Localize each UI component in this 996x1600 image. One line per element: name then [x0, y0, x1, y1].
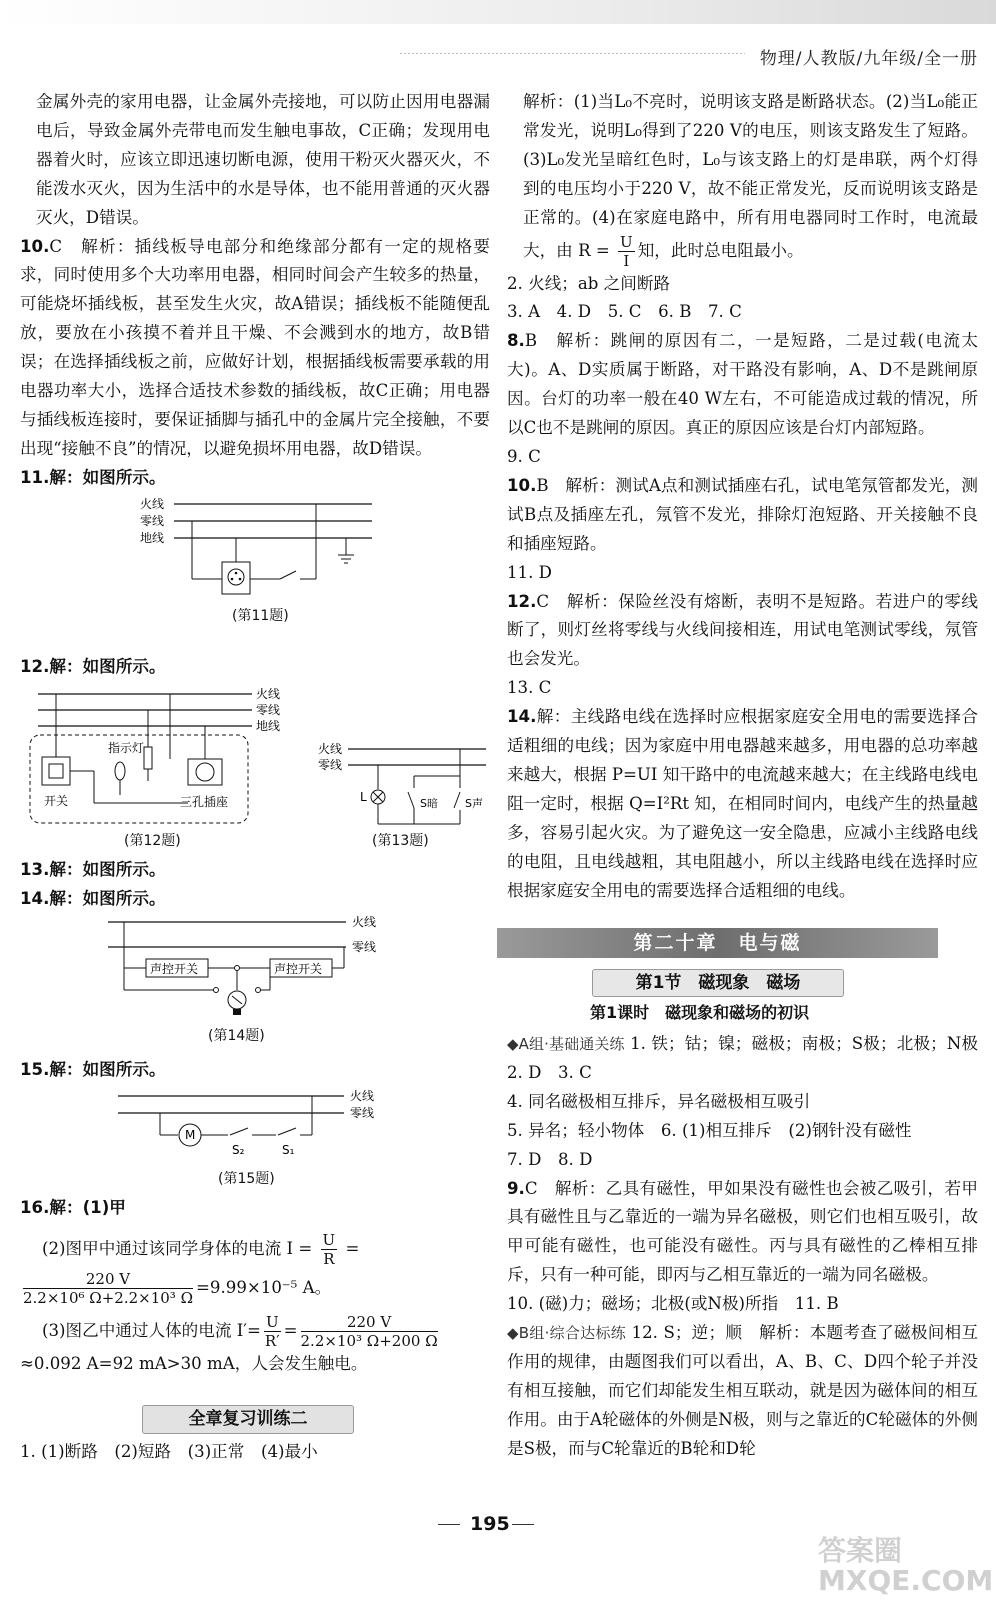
fig12-indicator-icon	[115, 762, 125, 780]
frac-denominator: R	[323, 1249, 335, 1268]
q16-part2-calc	[20, 1270, 490, 1307]
fig11-ground-label: 地线	[140, 531, 165, 545]
q12-number: 12.	[20, 657, 50, 676]
review-answers	[20, 1438, 490, 1467]
review-answer-2: 2. 火线；ab 之间断路	[507, 273, 671, 293]
right-column	[507, 88, 978, 905]
fig12-ground-label: 地线	[256, 719, 281, 733]
review-answer-12	[507, 588, 978, 675]
frac-denominator: R′	[264, 1331, 280, 1350]
review-section-badge: 全章复习训练二	[142, 1405, 354, 1434]
review-answer-9: 9. C	[507, 446, 541, 466]
fig14-voice-switch-2-label: 声控开关	[274, 962, 323, 976]
q16-block	[20, 1194, 490, 1379]
frac-numerator: U	[265, 1312, 279, 1331]
fig15-neutral-label: 零线	[350, 1106, 375, 1120]
q13-number: 13.	[20, 860, 50, 879]
fig11-switch-icon	[280, 571, 296, 579]
figure-12	[20, 685, 310, 834]
group-a-tag: ◆A组·基础通关练	[507, 1035, 625, 1053]
review-answer-8	[507, 327, 978, 443]
group-b-tag: ◆B组·综合达标练	[507, 1324, 626, 1343]
fig13-live-label: 火线	[318, 742, 343, 756]
fig13-caption: (第13题)	[372, 833, 429, 849]
fig15-s2-switch	[230, 1128, 248, 1135]
calc-denominator: 2.2×10⁶ Ω+2.2×10³ Ω	[23, 1288, 194, 1307]
q16-text: 解：(1)甲	[49, 1198, 126, 1217]
review-answer-10	[507, 472, 978, 559]
figure-15	[112, 1088, 397, 1164]
r8-text: B 解析：跳闸的原因有二，一是短路，二是过载(电流太大)。A、D实质属于断路，对干路没有影响，A、D不是跳闸原因。台灯的功率一般在40 W左右，不可能造成过载的情况，所以C也不是跳闸的原因。真正的原因应该是台灯内部短路。	[507, 331, 978, 438]
q10-text: C 解析：插线板导电部分和绝缘部分都有一定的规格要求，同时使用多个大功率用电器，相同时间会产生较多的热量，可能烧坏插线板，甚至发生火灾，故A错误；插线板不能随便乱放，要放在小孩摸不着并且干燥、不会溅到水的地方，故B错误；在选择插线板之前，应做好计划，根据插线板需要承载的用电器功率大小，选择合适技术参数的插线板，故C正确；用电器与插线板连接时，要保证插脚与插孔中的金属片完全接触，不要出现“接触不良”的情况，以避免损坏用电器，故D错误。	[20, 236, 490, 458]
fig11-socket-icon	[222, 562, 250, 594]
q16-part2-lead: (2)图甲中通过该同学身体的电流 I =	[42, 1238, 313, 1258]
q16-part2-calc-fraction	[23, 1270, 193, 1307]
q16-part2-result: =9.99×10⁻⁵ A。	[196, 1277, 332, 1297]
q13-q14-block	[20, 856, 490, 914]
calc-denominator: 2.2×10³ Ω+200 Ω	[300, 1331, 438, 1350]
q16-part3: (3)图乙中通过人体的电流 I′= $\frac{U}{R'}$ = $\frac{220 V}{\text{2.2×10³ Ω+200 Ω}}$	[42, 1312, 438, 1350]
review-answer-1: 1. (1)断路 (2)短路 (3)正常 (4)最小	[20, 1442, 318, 1461]
a9-text: C 解析：乙具有磁性，甲如果没有磁性也会被乙吸引，若甲具有磁性且与乙靠近的一端为异名磁极，则它们也相互吸引，故甲可能有磁性，也可能没有磁性。丙与具有磁性的乙棒相互排斥，只有一种可能，即丙与乙相互靠近的一端为同名磁极。	[507, 1178, 978, 1285]
calc-numerator: 220 V	[23, 1270, 193, 1289]
review-answers-3-7: 3. A 4. D 5. C 6. B 7. C	[507, 302, 742, 322]
lesson-answer-10: 10. (磁)力；磁场；北极(或N极)所指 11. B	[507, 1294, 839, 1314]
q9-continued-text: 金属外壳的家用电器，让金属外壳接地，可以防止因用电器漏电后，导致金属外壳带电而发生触电事故，C正确；发现用电器着火时，应该立即迅速切断电源，使用干粉灭火器灭火，不能泼水灭火，因为生活中的水是导体，也不能用普通的灭火器灭火，D错误。	[36, 92, 490, 227]
figure-13	[318, 742, 490, 836]
analysis-text: 解析：(1)当L₀不亮时，说明该支路是断路状态。(2)当L₀能正常发光，说明L₀得到了220 V的电压，则该支路发生了短路。(3)L₀发光呈暗红色时，L₀与该支路上的灯是串联，两个灯得到的电压均小于220 V，故不能正常发光，反而说明该支路是正常的。(4)在家庭电路中，所有用电器同时工作时，电流最大，由	[523, 92, 978, 260]
q15-block	[20, 1056, 490, 1085]
review-1-analysis	[507, 88, 978, 270]
frac-denominator: I	[623, 251, 630, 270]
fig12-indicator-label: 指示灯	[108, 741, 145, 755]
q16-part2-eq: =	[345, 1238, 360, 1258]
lesson-answer-12: 12. S；逆；顺 解析：本题考查了磁极间相互作用的规律，由题图我们可以看出，A、B、C、D四个轮子并没有相互接触，而它们却能发生相互联动，就是因为磁体间的相互作用。由于A轮磁体的外侧是N极，则与之靠近的C轮磁体的外侧是S极，而与C轮靠近的B轮和D轮	[507, 1323, 979, 1458]
r14-text: 解：主线路电线在选择时应根据家庭安全用电的需要选择合适粗细的电线；因为家庭中用电器越来越多，用电器的总功率越来越大，根据 P=UI 知干路中的电流越来越大；在主线路电线电阻一定时，根据 Q=I²Rt 知，在相同时间内，电线产生的热量越多，容易引起火灾。为了避免这一安全隐患，应减小主线路电线的电阻，且电线越粗，其电阻越小，所以主线路电线在选择时应根据家庭安全用电的需要选择合适粗细的电线。	[507, 707, 979, 900]
page-dash-right	[512, 1524, 534, 1525]
fig15-motor-label: M	[185, 1128, 196, 1142]
a9-number: 9.	[507, 1178, 525, 1198]
q14-text: 解：如图所示。	[49, 888, 166, 908]
lesson-answers	[507, 1030, 995, 1464]
review-answer-14	[507, 703, 978, 905]
fig15-s1-switch	[278, 1128, 296, 1135]
fig15-s2-label: S₂	[232, 1143, 245, 1157]
r14-number: 14.	[507, 707, 537, 727]
q16-part3-fraction2	[301, 1313, 438, 1350]
chapter-title-bar: 第二十章 电与磁	[497, 928, 938, 958]
fig13-neutral-label: 零线	[318, 758, 343, 772]
fig12-switch-label: 开关	[44, 794, 69, 808]
fig11-neutral-label: 零线	[140, 514, 165, 528]
page-dash-left	[438, 1524, 460, 1525]
lesson-title: 第1课时 磁现象和磁场的初识	[590, 1003, 810, 1022]
fig14-voice-switch-1-label: 声控开关	[150, 962, 199, 976]
fig13-sdark-label: S暗	[420, 797, 438, 810]
fig13-ssound-label: S声	[465, 797, 483, 810]
fig11-live-label: 火线	[140, 497, 165, 511]
fig13-sound-switch-icon	[454, 792, 460, 808]
figure-11	[140, 495, 380, 614]
q15-number: 15.	[20, 1060, 50, 1079]
figure-14	[104, 910, 394, 1022]
fig13-dark-switch-icon	[408, 792, 414, 808]
q10-answer	[20, 233, 490, 464]
r8-number: 8.	[507, 331, 525, 351]
frac-numerator: U	[322, 1230, 336, 1249]
fig14-neutral-label: 零线	[352, 940, 377, 954]
fig15-s1-label: S₁	[282, 1143, 295, 1157]
calc-numerator: 220 V	[301, 1313, 438, 1332]
formula-lhs: R =	[578, 240, 610, 260]
r12-number: 12.	[507, 591, 537, 611]
fig12-live-label: 火线	[256, 687, 281, 701]
left-column	[20, 88, 490, 493]
header-title: 物理/人教版/九年级/全一册	[760, 44, 978, 69]
fig14-caption: (第14题)	[208, 1028, 265, 1044]
section-badge: 第1节 磁现象 磁场	[592, 969, 844, 997]
q16-number: 16.	[20, 1198, 50, 1217]
review-answer-13: 13. C	[507, 678, 552, 698]
q12-text: 解：如图所示。	[49, 657, 166, 676]
review-answer-11: 11. D	[507, 562, 552, 582]
analysis-end: 知，此时总电阻最小。	[637, 240, 804, 260]
lesson-answer-7: 7. D 8. D	[507, 1149, 593, 1169]
q11-number: 11.	[20, 467, 50, 487]
r10-number: 10.	[507, 475, 537, 495]
header-band	[0, 0, 996, 24]
q16-part3-lead: (3)图乙中通过人体的电流 I′=	[42, 1320, 261, 1340]
lesson-answer-5: 5. 异名；轻小物体 6. (1)相互排斥 (2)钢针没有磁性	[507, 1120, 912, 1140]
fig15-caption: (第15题)	[218, 1171, 275, 1187]
q13-text: 解：如图所示。	[49, 860, 166, 879]
q16-part2	[20, 1231, 490, 1268]
q11-answer	[20, 464, 490, 493]
r10-text: B 解析：测试A点和测试插座右孔，试电笔氖管都发光，测试B点及插座左孔，氖管不发光，排除灯泡短路、开关接触不良和插座短路。	[507, 475, 978, 553]
q16-part2-fraction	[321, 1231, 338, 1268]
fig12-switch-icon	[42, 757, 70, 785]
fig15-live-label: 火线	[350, 1089, 375, 1103]
q16-part3-result: ≈0.092 A=92 mA>30 mA，人会发生触电。	[20, 1353, 368, 1373]
q12-block	[20, 653, 490, 682]
fig11-caption: (第11题)	[232, 608, 289, 624]
fig12-caption: (第12题)	[124, 833, 181, 849]
r12-text: C 解析：保险丝没有熔断，表明不是短路。若进户的零线断了，则灯丝将零线与火线间接相连，用试电笔测试零线，氖管也会发光。	[507, 591, 978, 669]
watermark-logo: 答案圈 MXQE.COM	[818, 1534, 994, 1597]
fig12-socket-label: 三孔插座	[180, 795, 229, 809]
lesson-answer-9	[507, 1175, 978, 1291]
page-number: 195	[470, 1513, 510, 1535]
frac-numerator: U	[620, 232, 633, 251]
formula-fraction	[618, 233, 635, 270]
q11-text: 解：如图所示。	[49, 467, 166, 487]
fig14-live-label: 火线	[352, 915, 377, 929]
q16-part3-fraction1	[264, 1313, 281, 1350]
q14-number: 14.	[20, 888, 50, 908]
lesson-answer-4: 4. 同名磁极相互排斥，异名磁极相互吸引	[507, 1091, 811, 1111]
lesson-answer-1: 1. 铁；钴；镍；磁极；南极；S极；北极；N极 2. D 3. C	[507, 1034, 995, 1082]
fig13-lamp-label: L	[360, 790, 367, 804]
q15-text: 解：如图所示。	[49, 1060, 166, 1079]
fig12-neutral-label: 零线	[256, 703, 281, 717]
q10-number: 10.	[20, 236, 50, 256]
